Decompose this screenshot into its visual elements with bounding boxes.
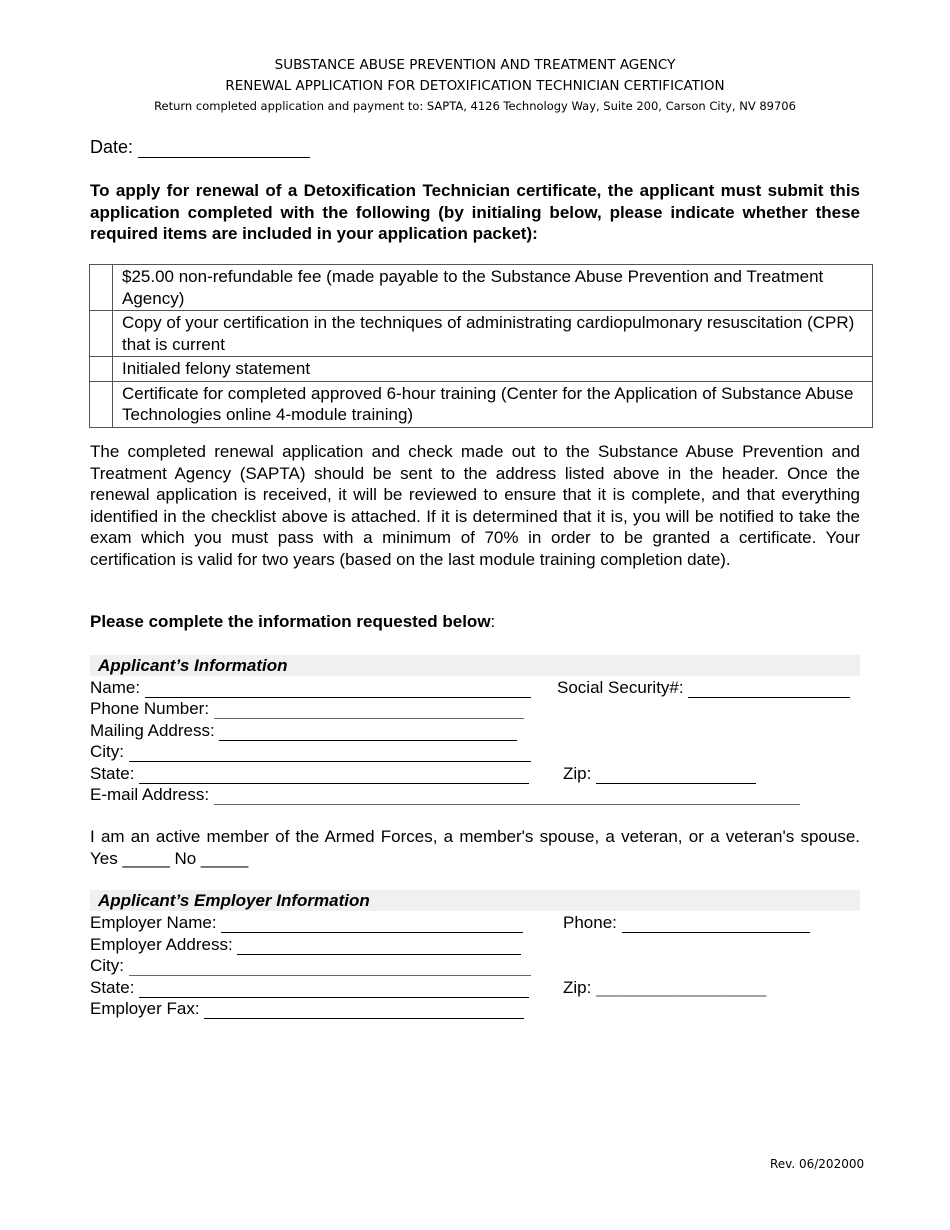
employer-zip-row — [563, 977, 766, 998]
phone-label: Phone Number: — [90, 699, 210, 718]
email-row — [90, 784, 800, 805]
agency-name: SUBSTANCE ABUSE PREVENTION AND TREATMENT AGENCY — [274, 57, 676, 73]
mailing-row — [90, 720, 517, 741]
revision-note: Rev. 06/202000 — [770, 1157, 865, 1171]
mailing-label: Mailing Address: — [90, 721, 215, 740]
state-field[interactable] — [139, 766, 529, 784]
employer-state-label: State: — [90, 978, 135, 997]
initial-box[interactable] — [90, 381, 113, 427]
employer-city-row — [90, 955, 531, 976]
please-complete-colon: : — [490, 612, 496, 631]
checklist-row — [90, 357, 873, 382]
please-complete-heading — [90, 612, 495, 632]
email-field[interactable] — [214, 787, 800, 805]
employer-state-row — [90, 977, 529, 998]
zip-row — [563, 763, 756, 784]
employer-city-field[interactable] — [129, 958, 531, 976]
date-label: Date: — [90, 137, 134, 157]
armed-forces-statement: I am an active member of the Armed Forces, a member's spouse, a veteran, or a veteran's spouse. Yes _____ No _____ — [90, 827, 860, 868]
form-title: RENEWAL APPLICATION FOR DETOXIFICATION TECHNICIAN CERTIFICATION — [225, 78, 725, 94]
employer-phone-field[interactable] — [622, 915, 810, 933]
employer-zip-field[interactable]: __________________ — [596, 978, 767, 997]
zip-field[interactable] — [596, 766, 756, 784]
name-label: Name: — [90, 678, 141, 697]
initial-box[interactable] — [90, 311, 113, 357]
employer-name-field[interactable] — [221, 915, 523, 933]
zip-label: Zip: — [563, 764, 592, 783]
checklist-item: Certificate for completed approved 6-hour training (Center for the Application of Substance Abuse Technologies online 4-module training) — [113, 381, 873, 427]
employer-zip-label: Zip: — [563, 978, 592, 997]
checklist-row — [90, 311, 873, 357]
ssn-label: Social Security#: — [557, 678, 684, 697]
instructions-paragraph: The completed renewal application and check made out to the Substance Abuse Prevention and Treatment Agency (SAPTA) should be sent to the address listed above in the header. Once the renewal application is received, it will be reviewed to ensure that it is complete, and that everything identified in the checklist above is attached. If it is determined that it is, you will be notified to take the exam which you must pass with a minimum of 70% in order to be granted a certificate. Your certification is valid for two years (based on the last module training completion date). — [90, 442, 860, 569]
employer-fax-label: Employer Fax: — [90, 999, 200, 1018]
intro-text: To apply for renewal of a Detoxification Technician certificate, the applicant must submit this application completed with the following (by initialing below, please indicate whether these required items are included in your application packet): — [90, 181, 860, 243]
name-field[interactable] — [145, 680, 531, 698]
employer-phone-row — [563, 912, 810, 933]
email-label: E-mail Address: — [90, 785, 210, 804]
ssn-row — [557, 677, 850, 698]
initial-box[interactable] — [90, 265, 113, 311]
date-field[interactable] — [138, 139, 310, 158]
return-address: Return completed application and payment to: SAPTA, 4126 Technology Way, Suite 200, Carson City, NV 89706 — [154, 99, 796, 113]
checklist-row — [90, 381, 873, 427]
employer-fax-field[interactable] — [204, 1001, 524, 1019]
employer-name-row — [90, 912, 523, 933]
mailing-field[interactable] — [219, 723, 517, 741]
employer-address-field[interactable] — [237, 937, 521, 955]
checklist-row — [90, 265, 873, 311]
please-complete-text: Please complete the information requested below — [90, 612, 491, 631]
employer-name-label: Employer Name: — [90, 913, 217, 932]
employer-state-field[interactable] — [139, 980, 529, 998]
employer-fax-row — [90, 998, 524, 1019]
ssn-field[interactable] — [688, 680, 850, 698]
checklist-item: $25.00 non-refundable fee (made payable to the Substance Abuse Prevention and Treatment Agency) — [113, 265, 873, 311]
name-row — [90, 677, 531, 698]
checklist-item: Initialed felony statement — [113, 357, 873, 382]
phone-row — [90, 698, 524, 719]
employer-section-heading: Applicant’s Employer Information — [90, 890, 860, 911]
city-row — [90, 741, 531, 762]
initial-box[interactable] — [90, 357, 113, 382]
employer-address-label: Employer Address: — [90, 935, 233, 954]
city-label: City: — [90, 742, 124, 761]
state-label: State: — [90, 764, 135, 783]
date-row — [90, 137, 310, 158]
city-field[interactable] — [129, 744, 531, 762]
employer-phone-label: Phone: — [563, 913, 617, 932]
state-row — [90, 763, 529, 784]
checklist-table — [89, 264, 873, 428]
checklist-item: Copy of your certification in the techniques of administrating cardiopulmonary resuscitation (CPR) that is current — [113, 311, 873, 357]
employer-city-label: City: — [90, 956, 124, 975]
applicant-section-heading: Applicant’s Information — [90, 655, 860, 676]
phone-field[interactable] — [214, 701, 524, 719]
employer-address-row — [90, 934, 521, 955]
